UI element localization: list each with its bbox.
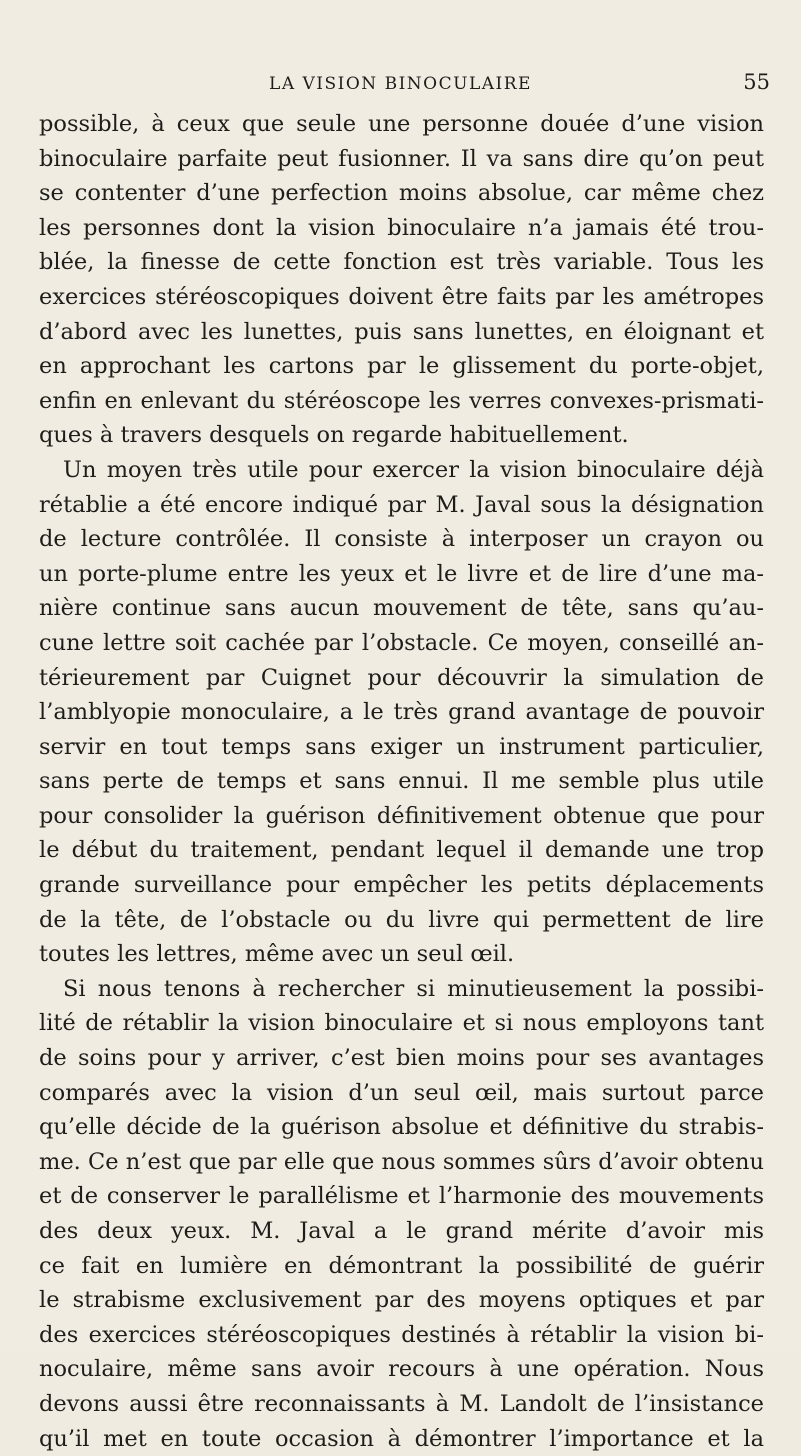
text-line: qu’elle décide de la guérison absolue et définitive du strabis- [39,1114,764,1141]
text-line: le début du traitement, pendant lequel il demande une trop [39,837,764,864]
text-line: comparés avec la vision d’un seul œil, mais surtout parce [39,1079,764,1106]
text-line: des exercices stéréoscopiques destinés à rétablir la vision bi- [39,1321,764,1348]
text-line: pour consolider la guérison définitivement obtenue que pour [39,802,764,829]
text-line: ce fait en lumière en démontrant la possibilité de guérir [39,1252,764,1279]
text-line: binoculaire parfaite peut fusionner. Il va sans dire qu’on peut [39,145,764,172]
paragraph [39,972,764,1456]
page-number: 55 [743,70,770,94]
text-line: térieurement par Cuignet pour découvrir la simulation de [39,664,764,691]
text-line: Un moyen très utile pour exercer la vision binoculaire déjà [63,456,764,483]
text-line: nière continue sans aucun mouvement de tête, sans qu’au- [39,595,764,622]
text-line: Si nous tenons à rechercher si minutieusement la possibi- [63,975,764,1002]
text-line: blée, la finesse de cette fonction est très variable. Tous les [39,249,764,276]
text-line: rétablie a été encore indiqué par M. Javal sous la désignation [39,491,764,518]
paragraph [39,107,764,453]
text-line: lité de rétablir la vision binoculaire et si nous employons tant [39,1010,764,1037]
text-line: ques à travers desquels on regarde habituellement. [39,422,629,449]
text-line: l’amblyopie monoculaire, a le très grand avantage de pouvoir [39,699,764,726]
text-line: le strabisme exclusivement par des moyens optiques et par [39,1287,764,1314]
text-line: sans perte de temps et sans ennui. Il me semble plus utile [39,768,764,795]
text-line: les personnes dont la vision binoculaire n’a jamais été trou- [39,214,764,241]
running-title: LA VISION BINOCULAIRE [269,74,532,94]
text-line: d’abord avec les lunettes, puis sans lunettes, en éloignant et [39,318,764,345]
text-line: exercices stéréoscopiques doivent être faits par les amétropes [39,283,764,310]
text-line: qu’il met en toute occasion à démontrer l’importance et la [39,1425,764,1452]
paragraph [39,453,764,972]
running-head [0,70,801,100]
text-line: possible, à ceux que seule une personne douée d’une vision [39,111,764,137]
body-text [39,107,764,1456]
text-line: de la tête, de l’obstacle ou du livre qui permettent de lire [39,906,764,933]
text-line: noculaire, même sans avoir recours à une opération. Nous [39,1356,764,1383]
text-line: grande surveillance pour empêcher les petits déplacements [39,872,764,899]
text-line: de soins pour y arriver, c’est bien moins pour ses avantages [39,1045,764,1072]
text-line: cune lettre soit cachée par l’obstacle. Ce moyen, conseillé an- [39,629,764,656]
text-line: un porte-plume entre les yeux et le livre et de lire d’une ma- [39,560,764,587]
text-line: enfin en enlevant du stéréoscope les verres convexes-prismati- [39,387,764,414]
text-line: servir en tout temps sans exiger un instrument particulier, [39,733,764,760]
text-line: me. Ce n’est que par elle que nous sommes sûrs d’avoir obtenu [39,1148,764,1175]
text-line: devons aussi être reconnaissants à M. Landolt de l’insistance [39,1390,764,1417]
text-line: et de conserver le parallélisme et l’harmonie des mouvements [39,1183,764,1210]
text-line: se contenter d’une perfection moins absolue, car même chez [39,180,764,207]
text-line: toutes les lettres, même avec un seul œil. [39,941,515,968]
text-line: en approchant les cartons par le glissement du porte-objet, [39,353,764,380]
text-line: de lecture contrôlée. Il consiste à interposer un crayon ou [39,526,764,553]
text-line: des deux yeux. M. Javal a le grand mérite d’avoir mis [39,1218,764,1244]
